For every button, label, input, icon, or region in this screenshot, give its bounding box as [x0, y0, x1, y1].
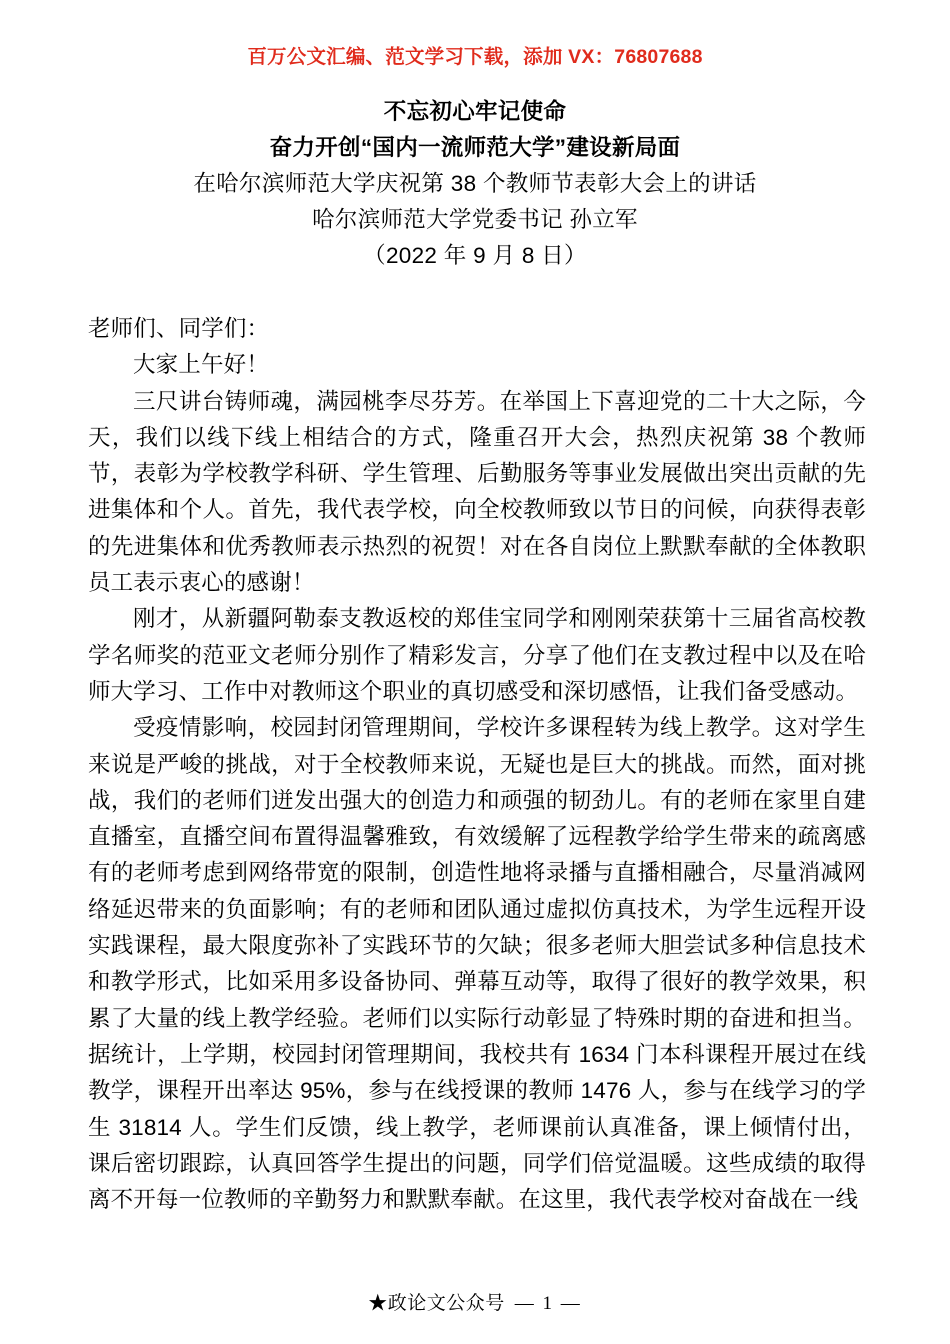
- title-block: [0, 94, 950, 274]
- title-line-4-author: 哈尔滨师范大学党委书记 孙立军: [312, 207, 638, 232]
- title-line-1: 不忘初心牢记使命: [383, 99, 567, 124]
- promo-banner: 百万公文汇编、范文学习下载，添加 VX：76807688: [247, 46, 703, 68]
- page-footer: [0, 1288, 950, 1315]
- page-number: — 1 —: [514, 1293, 582, 1314]
- paragraph-speakers: 刚才，从新疆阿勒泰支教返校的郑佳宝同学和刚刚荣获第十三届省高校教学名师奖的范亚文老师分别作了精彩发言，分享了他们在支教过程中以及在哈师大学习、工作中对教师这个职业的真切感受和深切感悟，让我们备受感动。: [88, 606, 866, 704]
- document-body: [88, 311, 866, 1218]
- paragraph-opening: 三尺讲台铸师魂，满园桃李尽芬芳。在举国上下喜迎党的二十大之际，今天，我们以线下线上相结合的方式，隆重召开大会，热烈庆祝第 38 个教师节，表彰为学校教学科研、学生管理、后勤服务等事业发展做出突出贡献的先进集体和个人。首先，我代表学校，向全校教师致以节日的问候，向获得表彰的先进集体和优秀教师表示热烈的祝贺！对在各自岗位上默默奉献的全体教职员工表示衷心的感谢！: [88, 388, 866, 596]
- title-line-2: 奋力开创“国内一流师范大学”建设新局面: [269, 135, 681, 160]
- footer-brand: ★政论文公众号: [368, 1293, 505, 1314]
- paragraph-online-teaching: 受疫情影响，校园封闭管理期间，学校许多课程转为线上教学。这对学生来说是严峻的挑战，对于全校教师来说，无疑也是巨大的挑战。而然，面对挑战，我们的老师们迸发出强大的创造力和顽强的韧劲儿。有的老师在家里自建直播室，直播空间布置得温馨雅致，有效缓解了远程教学给学生带来的疏离感有的老师考虑到网络带宽的限制，创造性地将录播与直播相融合，尽量消减网络延迟带来的负面影响；有的老师和团队通过虚拟仿真技术，为学生远程开设实践课程，最大限度弥补了实践环节的欠缺；很多老师大胆尝试多种信息技术和教学形式，比如采用多设备协同、弹幕互动等，取得了很好的教学效果，积累了大量的线上教学经验。老师们以实际行动彰显了特殊时期的奋进和担当。据统计，上学期，校园封闭管理期间，我校共有 1634 门本科课程开展过在线教学，课程开出率达 95%，参与在线授课的教师 1476 人，参与在线学习的学生 31814 人。学生们反馈，线上教学，老师课前认真准备，课上倾情付出，课后密切跟踪，认真回答学生提出的问题，同学们倍觉温暖。这些成绩的取得离不开每一位教师的辛勤努力和默默奉献。在这里，我代表学校对奋战在一线: [88, 715, 866, 1213]
- paragraph-greeting: 大家上午好！: [133, 352, 269, 378]
- salutation: 老师们、同学们：: [88, 316, 270, 341]
- title-line-5-date: （2022 年 9 月 8 日）: [363, 243, 587, 268]
- title-line-3: 在哈尔滨师范大学庆祝第 38 个教师节表彰大会上的讲话: [193, 171, 757, 196]
